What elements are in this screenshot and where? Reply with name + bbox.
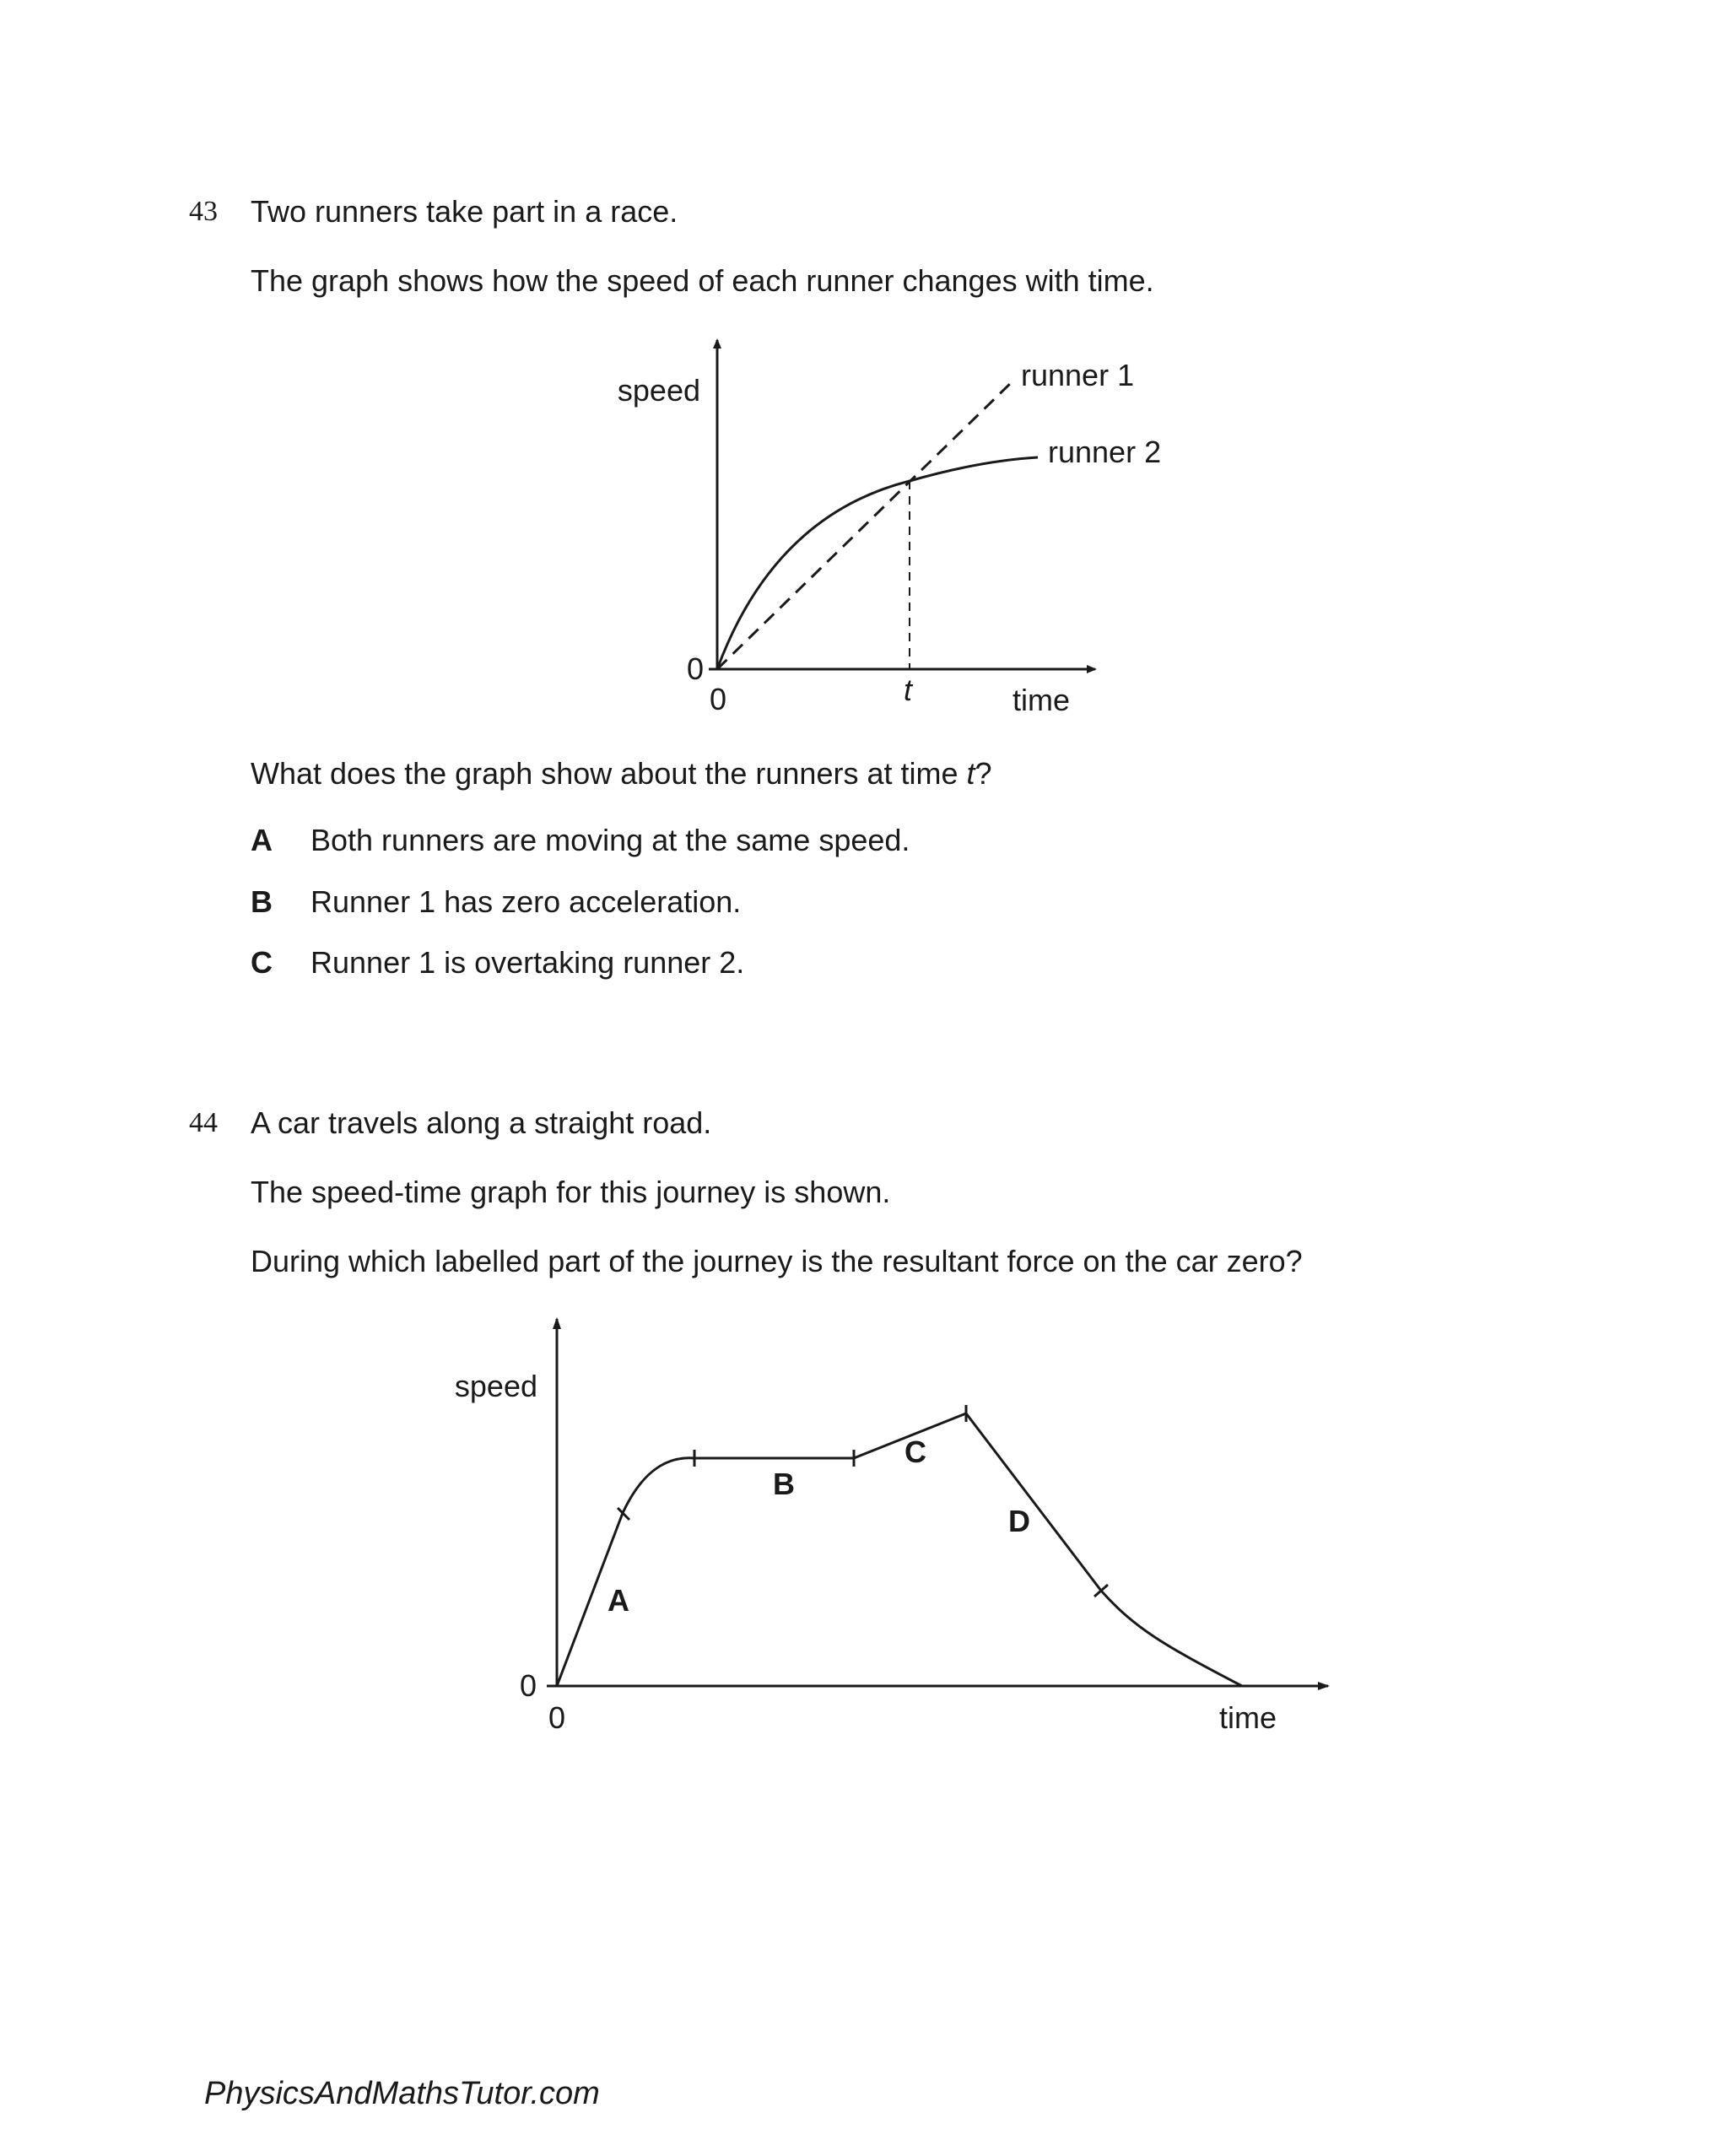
q43-stem-line-2: The graph shows how the speed of each runner changes with time. — [251, 263, 1154, 298]
q44-stem-line-1: A car travels along a straight road. — [251, 1105, 712, 1140]
q44-journey-curve — [557, 1413, 1242, 1686]
question-number-44: 44 — [189, 1107, 218, 1138]
question-number-43: 43 — [189, 196, 218, 227]
q43-runner-2-label: runner 2 — [1048, 435, 1162, 469]
q44-y-origin-label: 0 — [519, 1668, 537, 1703]
q44-y-axis-label: speed — [454, 1369, 537, 1403]
q43-option-b-text: Runner 1 has zero acceleration. — [310, 884, 742, 919]
q44-stem-line-3: During which labelled part of the journey is the resultant force on the car zero? — [251, 1244, 1303, 1278]
q43-option-a-letter: A — [251, 823, 273, 857]
q43-option-c-text: Runner 1 is overtaking runner 2. — [310, 945, 745, 980]
footer-site-name: PhysicsAndMathsTutor.com — [204, 2076, 600, 2111]
q43-stem-line-1: Two runners take part in a race. — [251, 194, 678, 229]
q43-x-axis-label: time — [1012, 683, 1071, 717]
q44-segment-c-label: C — [904, 1435, 926, 1469]
q43-x-origin-label: 0 — [709, 682, 727, 716]
q43-y-axis-label: speed — [617, 373, 700, 408]
q44-speed-time-graph — [422, 1304, 1350, 1751]
q43-option-a-text: Both runners are moving at the same speed. — [310, 823, 910, 857]
q43-option-c-letter: C — [251, 945, 273, 980]
q44-x-origin-label: 0 — [548, 1700, 566, 1735]
q44-segment-d-label: D — [1008, 1504, 1030, 1538]
q43-question-pre: What does the graph show about the runners at time — [251, 756, 967, 791]
q44-segment-b-label: B — [773, 1467, 795, 1501]
q43-option-b-letter: B — [251, 884, 273, 919]
q43-question-post: ? — [975, 756, 992, 791]
q43-y-origin-label: 0 — [686, 651, 704, 686]
q44-x-axis-label: time — [1219, 1700, 1277, 1735]
q44-segment-a-label: A — [608, 1583, 629, 1618]
q43-question — [251, 756, 992, 792]
q43-question-t: t — [966, 756, 975, 791]
q43-t-label: t — [903, 673, 913, 707]
q43-runner-2-curve — [717, 457, 1038, 669]
q44-stem-line-2: The speed-time graph for this journey is shown. — [251, 1175, 891, 1209]
q43-speed-time-graph — [591, 325, 1181, 721]
q43-runner-1-line — [717, 380, 1014, 669]
q43-runner-1-label: runner 1 — [1021, 358, 1135, 392]
